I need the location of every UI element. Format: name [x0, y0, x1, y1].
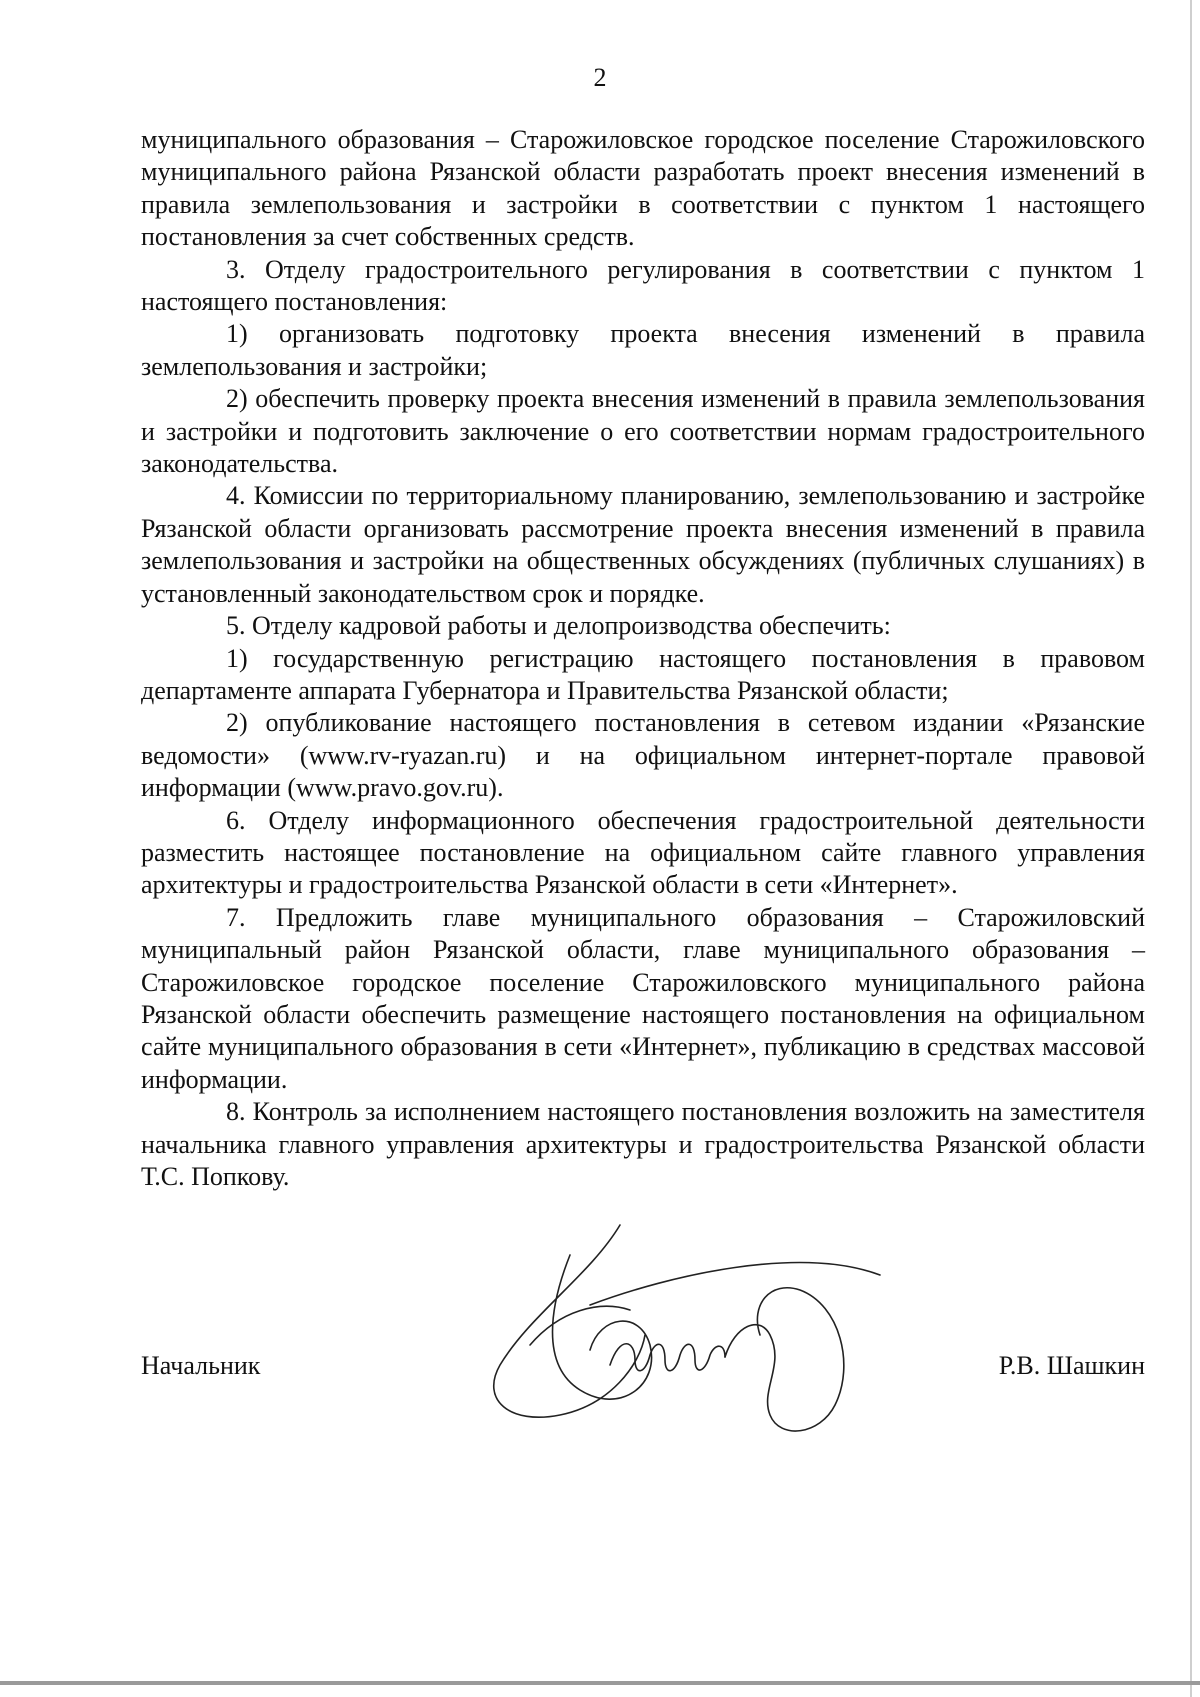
paragraph-item-4: 4. Комиссии по территориальному планированию, землепользованию и застройке Рязанской области организовать рассмотрение проекта внесения изменений в правила землепользования и застройки на общественных обсуждениях (публичных слушаниях) в установленный законодательством срок и порядке.: [141, 481, 1145, 608]
page-number: 2: [593, 63, 607, 92]
paragraph-continuation: муниципального образования – Старожиловское городское поселение Старожиловского муниципального района Рязанской области разработать проект внесения изменений в правила землепользования и застройки в соответствии с пунктом 1 настоящего постановления за счет собственных средств.: [141, 125, 1145, 252]
paragraph-item-3: 3. Отделу градостроительного регулирования в соответствии с пунктом 1 настоящего постановления:: [141, 254, 1145, 317]
paragraph-item-5-2: 2) опубликование настоящего постановления в сетевом издании «Рязанские ведомости» (www.rv-ryazan.ru) и на официальном интернет-портале правовой информации (www.pravo.gov.ru).: [141, 708, 1145, 803]
signatory-name: Р.В. Шашкин: [998, 1351, 1145, 1380]
paragraph-item-3-1: 1) организовать подготовку проекта внесения изменений в правила землепользования и застройки;: [141, 319, 1145, 381]
paragraph-item-7: 7. Предложить главе муниципального образования – Старожиловский муниципальный район Рязанской области, главе муниципального образования – Старожиловское городское поселение Старожиловского муниципального района Рязанской области обеспечить размещение настоящего постановления на официальном сайте муниципального образования в сети «Интернет», публикацию в средствах массовой информации.: [141, 902, 1145, 1094]
paragraph-item-3-2: 2) обеспечить проверку проекта внесения изменений в правила землепользования и застройки и подготовить заключение о его соответствии нормам градостроительного законодательства.: [141, 384, 1145, 479]
document-body: [141, 124, 1145, 1193]
signatory-title: Начальник: [141, 1351, 261, 1380]
paragraph-item-5-1: 1) государственную регистрацию настоящего постановления в правовом департаменте аппарата Губернатора и Правительства Рязанской области;: [141, 643, 1145, 705]
paragraph-item-8: 8. Контроль за исполнением настоящего постановления возложить на заместителя начальника главного управления архитектуры и градостроительства Рязанской области Т.С. Попкову.: [141, 1097, 1145, 1191]
signature-block: [141, 1350, 1145, 1390]
handwritten-signature: [470, 1215, 910, 1475]
scan-edge-bottom: [0, 1681, 1200, 1685]
scan-edge-right: [1190, 0, 1192, 1697]
paragraph-item-6: 6. Отделу информационного обеспечения градостроительной деятельности разместить настоящее постановление на официальном сайте главного управления архитектуры и градостроительства Рязанской области в сети «Интернет».: [141, 805, 1145, 900]
paragraph-item-5: 5. Отделу кадровой работы и делопроизводства обеспечить:: [226, 611, 891, 641]
